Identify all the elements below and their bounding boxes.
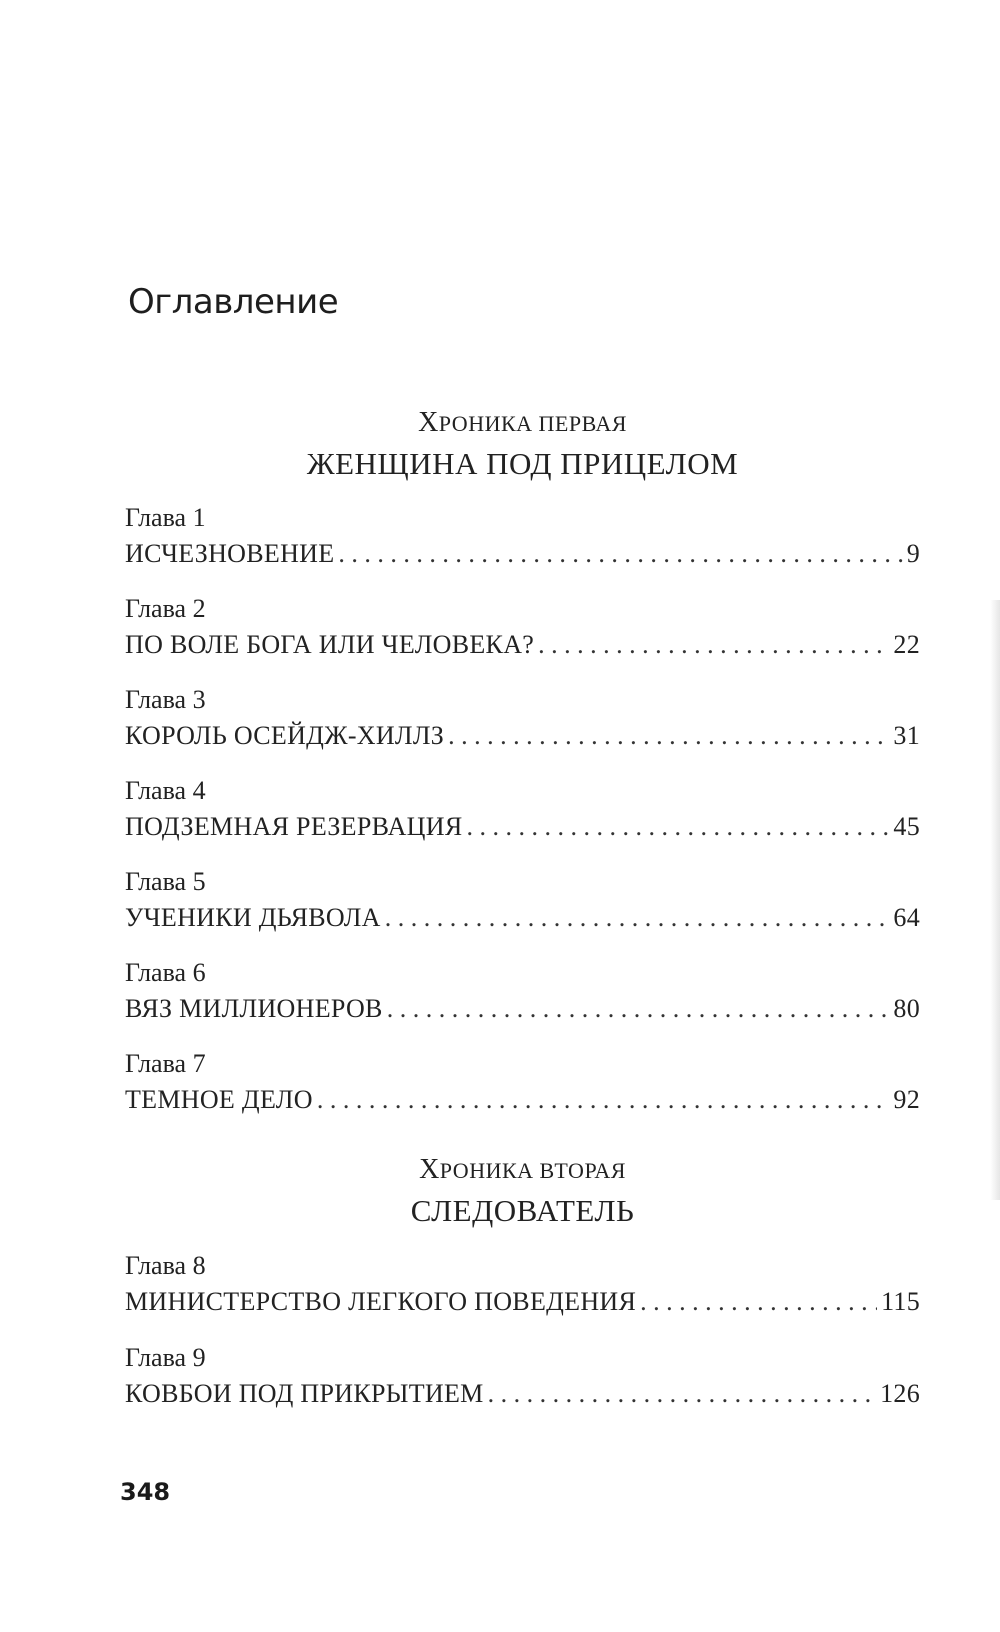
- chapter-label: Глава 9: [125, 1343, 206, 1372]
- chapter-page-number: 126: [880, 1379, 920, 1408]
- part-label-2-initial: Х: [419, 1154, 440, 1185]
- chapter-page-number: 31: [893, 721, 920, 750]
- chapter-page-number: 64: [893, 903, 920, 932]
- part-label-2: [125, 1152, 920, 1189]
- chapter-label: Глава 5: [125, 867, 206, 896]
- dot-leader: [640, 1285, 877, 1319]
- part-label-2-rest: РОНИКА ВТОРАЯ: [439, 1158, 626, 1183]
- chapter-row: [125, 719, 920, 753]
- chapter-row: [125, 1285, 920, 1319]
- chapter-label: Глава 1: [125, 503, 206, 532]
- chapter-label: Глава 6: [125, 958, 206, 987]
- chapter-title: КОРОЛЬ ОСЕЙДЖ-ХИЛЛЗ: [125, 721, 445, 750]
- dot-leader: [338, 537, 902, 571]
- chapter-label: Глава 3: [125, 685, 206, 714]
- part-label-1: [125, 405, 920, 442]
- chapter-page-number: 9: [906, 539, 920, 568]
- dot-leader: [488, 1377, 877, 1411]
- part-title-1: ЖЕНЩИНА ПОД ПРИЦЕЛОМ: [306, 446, 739, 481]
- dot-leader: [466, 810, 889, 844]
- chapter-page-number: 115: [881, 1287, 920, 1316]
- chapter-page-number: 22: [893, 630, 920, 659]
- part-label-1-rest: РОНИКА ПЕРВАЯ: [438, 411, 627, 436]
- chapter-page-number: 92: [893, 1085, 920, 1114]
- toc-entry-2[interactable]: [125, 593, 920, 662]
- chapter-row: [125, 537, 920, 571]
- dot-leader: [448, 719, 889, 753]
- chapter-title: ТЕМНОЕ ДЕЛО: [125, 1085, 313, 1114]
- chapter-label: Глава 7: [125, 1049, 206, 1078]
- part-title-2: СЛЕДОВАТЕЛЬ: [410, 1193, 635, 1228]
- page-number: 348: [120, 1478, 171, 1506]
- dot-leader: [385, 901, 890, 935]
- toc-entry-1[interactable]: [125, 502, 920, 571]
- toc-entry-4[interactable]: [125, 775, 920, 844]
- chapter-row: [125, 992, 920, 1026]
- chapter-row: [125, 628, 920, 662]
- part-label-1-initial: Х: [418, 407, 439, 438]
- chapter-title: ИСЧЕЗНОВЕНИЕ: [125, 539, 335, 568]
- chapter-page-number: 45: [893, 812, 920, 841]
- chapter-title: ПОДЗЕМНАЯ РЕЗЕРВАЦИЯ: [125, 812, 463, 841]
- part-heading-2: [125, 1152, 920, 1231]
- dot-leader: [317, 1083, 890, 1117]
- chapter-row: [125, 1377, 920, 1411]
- chapter-row: [125, 810, 920, 844]
- chapter-title: МИНИСТЕРСТВО ЛЕГКОГО ПОВЕДЕНИЯ: [125, 1287, 637, 1316]
- chapter-label: Глава 8: [125, 1251, 206, 1280]
- chapter-title: ВЯЗ МИЛЛИОНЕРОВ: [125, 994, 383, 1023]
- chapter-title: КОВБОИ ПОД ПРИКРЫТИЕМ: [125, 1379, 484, 1408]
- chapter-label: Глава 4: [125, 776, 206, 805]
- toc-entry-5[interactable]: [125, 866, 920, 935]
- chapter-title: УЧЕНИКИ ДЬЯВОЛА: [125, 903, 381, 932]
- toc-entry-8[interactable]: [125, 1250, 920, 1319]
- chapter-row: [125, 1083, 920, 1117]
- dot-leader: [538, 628, 889, 662]
- toc-entry-9[interactable]: [125, 1342, 920, 1411]
- chapter-label: Глава 2: [125, 594, 206, 623]
- toc-entry-3[interactable]: [125, 684, 920, 753]
- chapter-row: [125, 901, 920, 935]
- dot-leader: [387, 992, 890, 1026]
- page-edge-shadow: [990, 600, 1000, 1200]
- chapter-page-number: 80: [893, 994, 920, 1023]
- toc-entry-7[interactable]: [125, 1048, 920, 1117]
- chapter-title: ПО ВОЛЕ БОГА ИЛИ ЧЕЛОВЕКА?: [125, 630, 535, 659]
- toc-entry-6[interactable]: [125, 957, 920, 1026]
- part-heading-1: [125, 405, 920, 484]
- toc-heading: Оглавление: [128, 282, 339, 322]
